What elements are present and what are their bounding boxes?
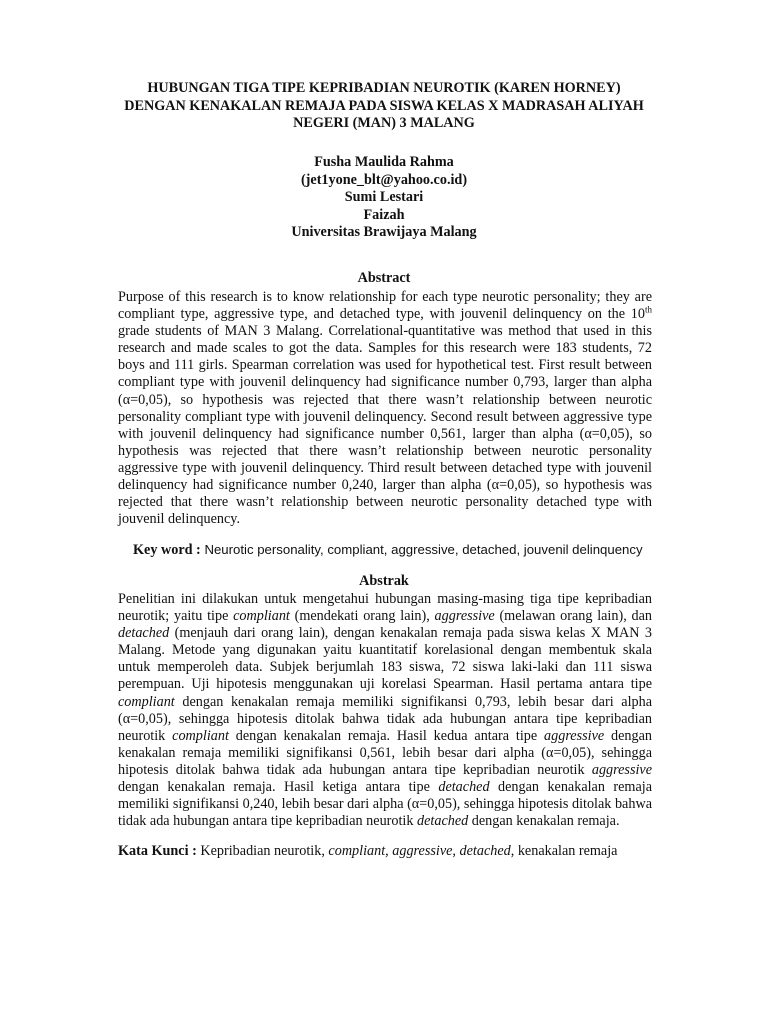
text-run: dengan kenakalan remaja [489,779,652,796]
italic-term: compliant [172,727,229,744]
abstract-line: rejected that there wasn’t relationship between neurotic personality detached type with [118,494,652,511]
keywords-en [133,541,673,560]
italic-term: detached [438,779,490,796]
affiliation: Universitas Brawijaya Malang [291,224,477,240]
keywords-label: Key word : [133,542,201,558]
abstract-line: delinquency had significance number 0,240, larger than alpha (α=0,05), so hypothesis was [118,477,652,494]
abstract-line: personality compliant type with jouvenil delinquency. Second result between aggressive type [118,408,652,425]
italic-term: detached [118,625,170,642]
text-run: neurotik [118,727,173,744]
text-run: neurotik; yaitu tipe [118,608,234,625]
abstrak-line: (α=0,05), sehingga hipotesis ditolak bahwa tidak ada hubungan antara tipe kepribadian [118,710,652,727]
abstract-line: jouvenil delinquency. [118,511,241,528]
text-run: dengan [604,727,653,744]
text-run: , [385,843,393,859]
text-run: , kenakalan remaja [510,843,618,859]
abstrak-line [118,813,652,830]
text-run: dengan kenakalan remaja. Hasil ketiga antara tipe [118,779,439,796]
author-name: Fusha Maulida Rahma [314,154,454,170]
title-line: DENGAN KENAKALAN REMAJA PADA SISWA KELAS X MADRASAH ALIYAH [124,97,644,114]
keywords-id [118,843,658,861]
italic-term: aggressive [544,727,605,744]
italic-term: aggressive [392,843,453,859]
abstract-heading: Abstract [357,270,411,286]
italic-term: compliant [233,608,290,625]
text-run: (menjauh dari orang lain), dengan kenakalan remaja pada siswa kelas X MAN 3 [169,625,652,642]
paper-title [110,80,658,133]
author-email: (jet1yone_blt@yahoo.co.id) [300,171,468,188]
text-run: (mendekati orang lain), [289,608,435,625]
abstract-line: hypothesis was rejected that there wasn’t relationship between neurotic personality [118,442,652,459]
abstract-line: research and made scales to got the data. Samples for this research were 183 students, 72 [118,340,652,357]
abstract-line: compliant type with jouvenil delinquency had significance number 0,793, larger than alpha [118,374,652,391]
abstrak-line: perempuan. Uji hipotesis menggunakan uji korelasi Spearman. Hasil pertama antara tipe [118,676,652,693]
italic-term: detached [459,843,511,859]
italic-term: compliant [328,843,386,859]
coauthor-name: Sumi Lestari [344,189,424,205]
abstrak-line [118,625,652,642]
text-run: dengan kenakalan remaja. [468,813,620,830]
italic-term: aggressive [591,761,652,778]
abstrak-heading: Abstrak [359,573,409,589]
keywords-text: Neurotic personality, compliant, aggressive, detached, jouvenil delinquency [200,542,643,557]
abstract-line: boys and 111 girls. Spearman correlation was used for hypothetical test. First result between [118,357,652,374]
keywords-label: Kata Kunci : [118,843,197,859]
abstrak-line [118,779,652,796]
superscript-th: th [644,304,652,315]
abstrak-line: kenakalan remaja memiliki signifikansi 0,561, lebih besar dari alpha (α=0,05), sehingga [118,744,652,761]
abstrak-line: untuk memperoleh data. Subjek berjumlah 183 siswa, 72 siswa laki-laki dan 111 siswa [118,659,652,676]
text-run: hipotesis ditolak bahwa tidak ada hubungan antara tipe kepribadian neurotik [118,761,592,778]
text-run: , [452,843,460,859]
abstract-line-text: compliant type, aggressive type, and detached type, with jouvenil delinquency on the 10 [118,306,645,323]
abstract-line: grade students of MAN 3 Malang. Correlational-quantitative was method that used in this [118,323,652,340]
title-line: NEGERI (MAN) 3 MALANG [293,115,475,131]
abstract-paragraph [118,289,652,528]
text-run: tidak ada hubungan antara tipe kepribadian neurotik [118,813,418,830]
abstrak-paragraph [118,591,652,830]
abstract-line: with jouvenil delinquency had significance number 0,561, larger than alpha (α=0,05), so [118,425,652,442]
author-block [118,154,650,242]
italic-term: compliant [118,693,175,710]
abstrak-line [118,608,652,625]
abstrak-line [118,762,652,779]
abstract-line: Purpose of this research is to know relationship for each type neurotic personality; they are [118,289,652,305]
abstrak-line: Malang. Metode yang digunakan yaitu kuantitatif korelasional dengan membentuk skala [118,642,652,659]
abstrak-line: memiliki signifikansi 0,240, lebih besar dari alpha (α=0,05), sehingga hipotesis ditolak bahwa [118,796,652,813]
abstract-line: (α=0,05), so hypothesis was rejected that there wasn’t relationship between neurotic [118,391,652,408]
abstrak-line [118,694,652,711]
text-run: Kepribadian neurotik, [196,843,329,859]
abstract-line: aggressive type with jouvenil delinquency. Third result between detached type with jouvenil [118,459,652,476]
abstract-line [118,306,652,323]
text-run: (melawan orang lain), dan [494,608,652,625]
text-run: dengan kenakalan remaja memiliki signifikansi 0,793, lebih besar dari alpha [174,693,652,710]
title-line: HUBUNGAN TIGA TIPE KEPRIBADIAN NEUROTIK (KAREN HORNEY) [147,80,621,96]
abstrak-line: Penelitian ini dilakukan untuk mengetahui hubungan masing-masing tiga tipe kepribadian [118,591,652,607]
coauthor-name: Faizah [363,206,405,223]
abstrak-line [118,728,652,745]
italic-term: aggressive [434,608,495,625]
text-run: dengan kenakalan remaja. Hasil kedua antara tipe [228,727,545,744]
italic-term: detached [417,813,469,830]
